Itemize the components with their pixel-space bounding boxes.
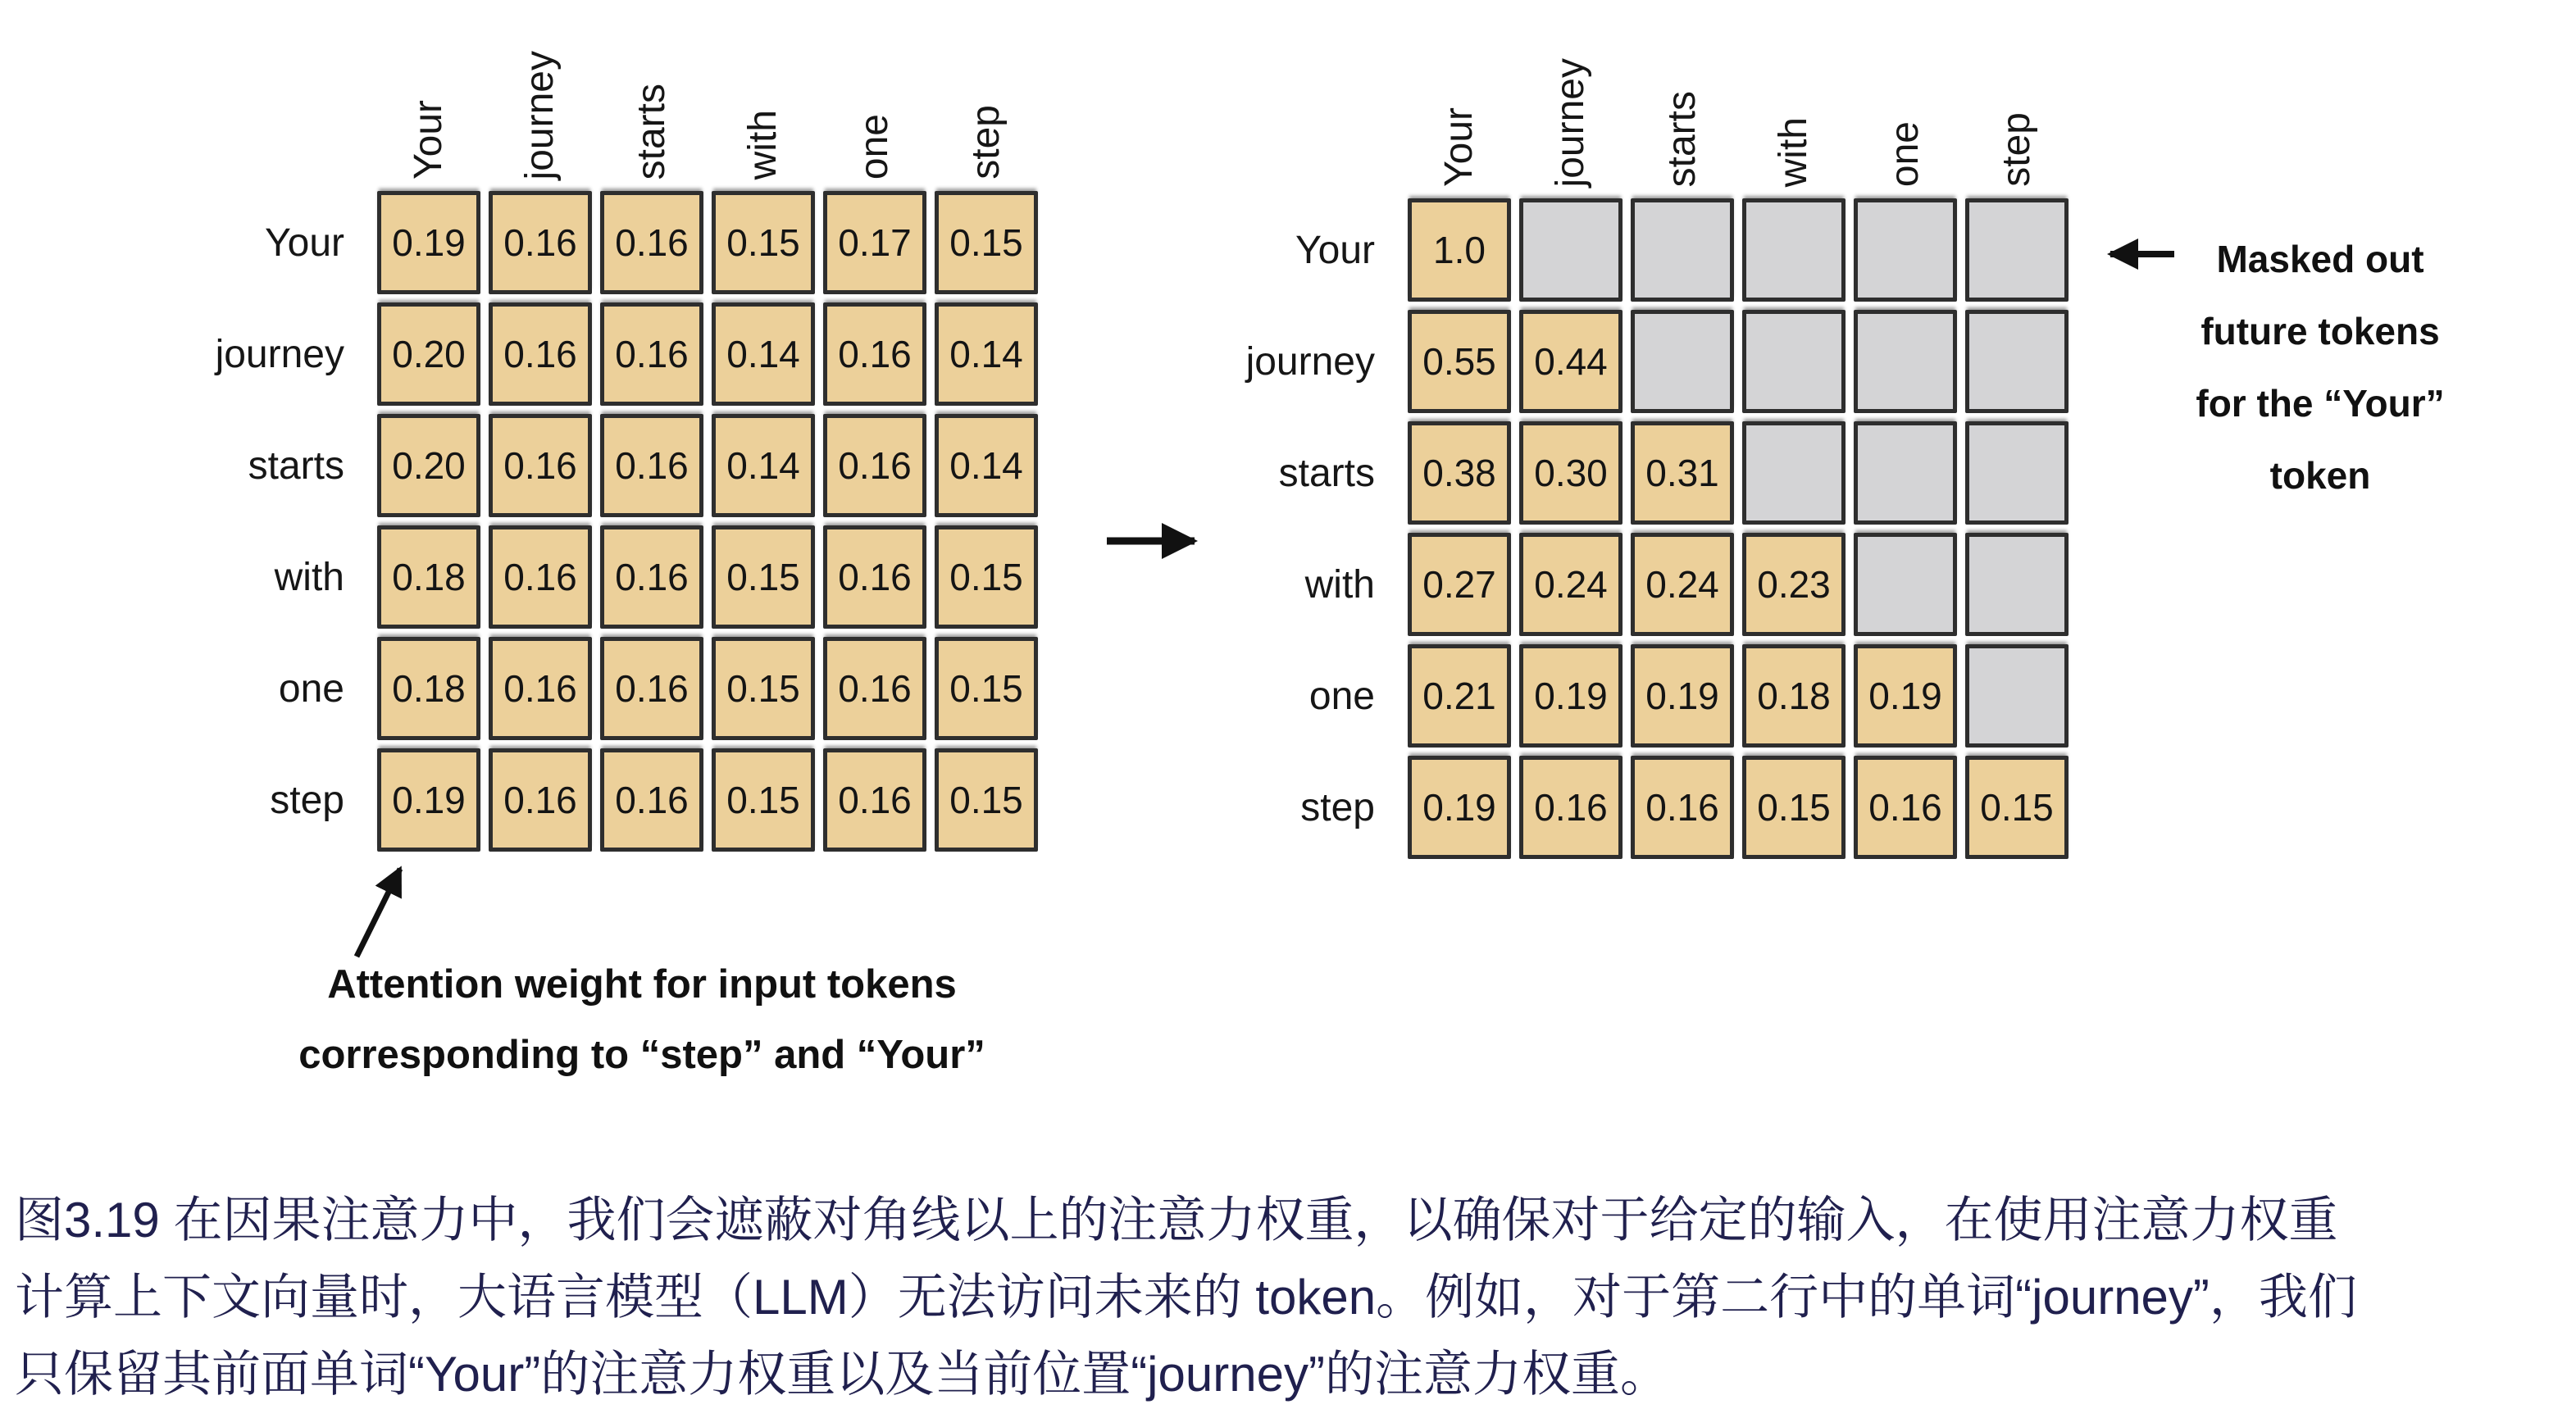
matrix-cell: 0.18	[377, 637, 480, 740]
matrix-cell-masked	[1965, 198, 2069, 302]
matrix-corner-spacer	[164, 0, 369, 183]
column-header	[1408, 7, 1511, 190]
caption-line: 图3.19 在因果注意力中，我们会遮蔽对角线以上的注意力权重，以确保对于给定的输入，在使用注意力权重	[15, 1193, 2338, 1248]
matrix-corner-spacer	[1195, 7, 1400, 190]
matrix-cell: 0.15	[1742, 756, 1846, 859]
column-header	[1854, 7, 1957, 190]
matrix-cell-masked	[1965, 644, 2069, 748]
matrix-cell: 0.19	[1631, 644, 1734, 748]
attention-matrix-unmasked	[164, 0, 1038, 852]
masked-note-line: future tokens	[2201, 310, 2440, 352]
matrix-cell: 0.24	[1519, 533, 1623, 636]
matrix-cell: 0.16	[489, 748, 592, 852]
matrix-cell: 0.16	[489, 637, 592, 740]
matrix-cell: 0.18	[377, 525, 480, 629]
matrix-cell: 0.14	[935, 302, 1038, 406]
matrix-cell: 0.20	[377, 302, 480, 406]
matrix-cell-masked	[1854, 421, 1957, 525]
column-header	[600, 0, 703, 183]
masked-note	[2115, 223, 2525, 511]
matrix-cell: 0.19	[1408, 756, 1511, 859]
matrix-cell: 0.14	[712, 414, 815, 517]
matrix-cell: 0.16	[600, 525, 703, 629]
row-label: Your	[265, 220, 344, 265]
matrix-cell: 0.55	[1408, 310, 1511, 413]
column-header-label: starts	[1660, 90, 1704, 187]
matrix-cell: 0.16	[1631, 756, 1734, 859]
matrix-cell: 0.16	[823, 748, 926, 852]
attention-matrix-masked	[1195, 7, 2069, 859]
row-label: starts	[248, 443, 344, 488]
attention-note	[228, 949, 1056, 1090]
matrix-cell-masked	[1742, 421, 1846, 525]
matrix-cell: 0.16	[823, 525, 926, 629]
matrix-cell: 0.15	[712, 525, 815, 629]
matrix-cell-masked	[1742, 310, 1846, 413]
matrix-cell-masked	[1854, 310, 1957, 413]
matrix-cell: 0.16	[600, 748, 703, 852]
column-header-label: step	[1995, 112, 2038, 187]
column-header	[935, 0, 1038, 183]
matrix-cell: 0.15	[712, 191, 815, 294]
matrix-cell: 0.15	[935, 191, 1038, 294]
matrix-cell: 0.24	[1631, 533, 1734, 636]
matrix-cell: 0.19	[1519, 644, 1623, 748]
matrix-cell: 0.20	[377, 414, 480, 517]
matrix-cell: 0.19	[377, 748, 480, 852]
matrix-cell-masked	[1742, 198, 1846, 302]
matrix-cell-masked	[1965, 533, 2069, 636]
matrix-cell: 0.44	[1519, 310, 1623, 413]
matrix-cell-masked	[1965, 421, 2069, 525]
matrix-cell: 0.15	[935, 637, 1038, 740]
column-header-label: journey	[518, 50, 562, 180]
figure-caption	[15, 1182, 2565, 1413]
column-header	[377, 0, 480, 183]
matrix-cell: 0.19	[1854, 644, 1957, 748]
matrix-cell-masked	[1631, 310, 1734, 413]
matrix-cell: 0.19	[377, 191, 480, 294]
matrix-cell: 0.27	[1408, 533, 1511, 636]
matrix-cell: 0.15	[712, 637, 815, 740]
column-header-label: with	[741, 109, 785, 180]
matrix-cell: 0.14	[712, 302, 815, 406]
column-header-label: Your	[407, 100, 450, 180]
column-header-label: with	[1772, 116, 1815, 187]
matrix-cell: 0.30	[1519, 421, 1623, 525]
matrix-cell: 0.16	[823, 637, 926, 740]
matrix-cell: 0.23	[1742, 533, 1846, 636]
matrix-cell: 0.16	[600, 637, 703, 740]
masked-note-line: Masked out	[2216, 238, 2424, 280]
matrix-cell: 0.38	[1408, 421, 1511, 525]
row-label: step	[1300, 785, 1375, 829]
column-header-label: Your	[1437, 107, 1481, 187]
masked-note-line: for the “Your”	[2196, 382, 2445, 425]
row-label: journey	[215, 332, 344, 376]
matrix-cell: 0.15	[935, 748, 1038, 852]
matrix-cell-masked	[1854, 198, 1957, 302]
row-label: starts	[1278, 451, 1375, 495]
matrix-cell: 0.16	[489, 191, 592, 294]
caption-line: 计算上下文向量时，大语言模型（LLM）无法访问未来的 token。例如，对于第二行中的单词“journey”，我们	[15, 1270, 2357, 1325]
matrix-cell: 0.16	[489, 302, 592, 406]
matrix-cell: 0.17	[823, 191, 926, 294]
matrix-cell: 0.18	[1742, 644, 1846, 748]
column-header	[1742, 7, 1846, 190]
column-header	[1519, 7, 1623, 190]
matrix-cell-masked	[1854, 533, 1957, 636]
row-label: one	[278, 666, 344, 711]
column-header-label: journey	[1549, 57, 1592, 187]
attention-note-line: corresponding to “step” and “Your”	[298, 1033, 985, 1077]
masked-note-line: token	[2269, 454, 2371, 497]
matrix-cell: 0.16	[823, 302, 926, 406]
column-header	[489, 0, 592, 183]
column-header	[823, 0, 926, 183]
matrix-cell: 0.15	[712, 748, 815, 852]
matrix-cell: 0.16	[1854, 756, 1957, 859]
row-label: step	[270, 778, 344, 822]
matrix-cell: 0.16	[600, 302, 703, 406]
matrix-cell: 0.21	[1408, 644, 1511, 748]
column-header	[712, 0, 815, 183]
matrix-cell: 0.16	[600, 191, 703, 294]
attention-note-line: Attention weight for input tokens	[327, 962, 957, 1007]
matrix-cell: 1.0	[1408, 198, 1511, 302]
row-label: journey	[1245, 339, 1375, 384]
matrix-cell-masked	[1519, 198, 1623, 302]
matrix-cell: 0.16	[823, 414, 926, 517]
matrix-cell: 0.16	[489, 414, 592, 517]
matrix-cell: 0.15	[1965, 756, 2069, 859]
column-header-label: step	[964, 105, 1008, 180]
row-label: one	[1308, 674, 1375, 718]
column-header-label: one	[1883, 120, 1927, 187]
column-header	[1631, 7, 1734, 190]
matrix-cell: 0.16	[600, 414, 703, 517]
matrix-cell: 0.15	[935, 525, 1038, 629]
matrix-cell-masked	[1965, 310, 2069, 413]
column-header	[1965, 7, 2069, 190]
matrix-cell: 0.31	[1631, 421, 1734, 525]
matrix-cell-masked	[1631, 198, 1734, 302]
column-header-label: starts	[630, 83, 673, 180]
matrix-cell: 0.14	[935, 414, 1038, 517]
row-label: with	[1304, 562, 1375, 607]
matrix-cell: 0.16	[1519, 756, 1623, 859]
column-header-label: one	[853, 113, 896, 180]
caption-line: 只保留其前面单词“Your”的注意力权重以及当前位置“journey”的注意力权重。	[15, 1347, 1669, 1402]
row-label: with	[274, 555, 344, 599]
matrix-cell: 0.16	[489, 525, 592, 629]
row-label: Your	[1295, 228, 1375, 272]
